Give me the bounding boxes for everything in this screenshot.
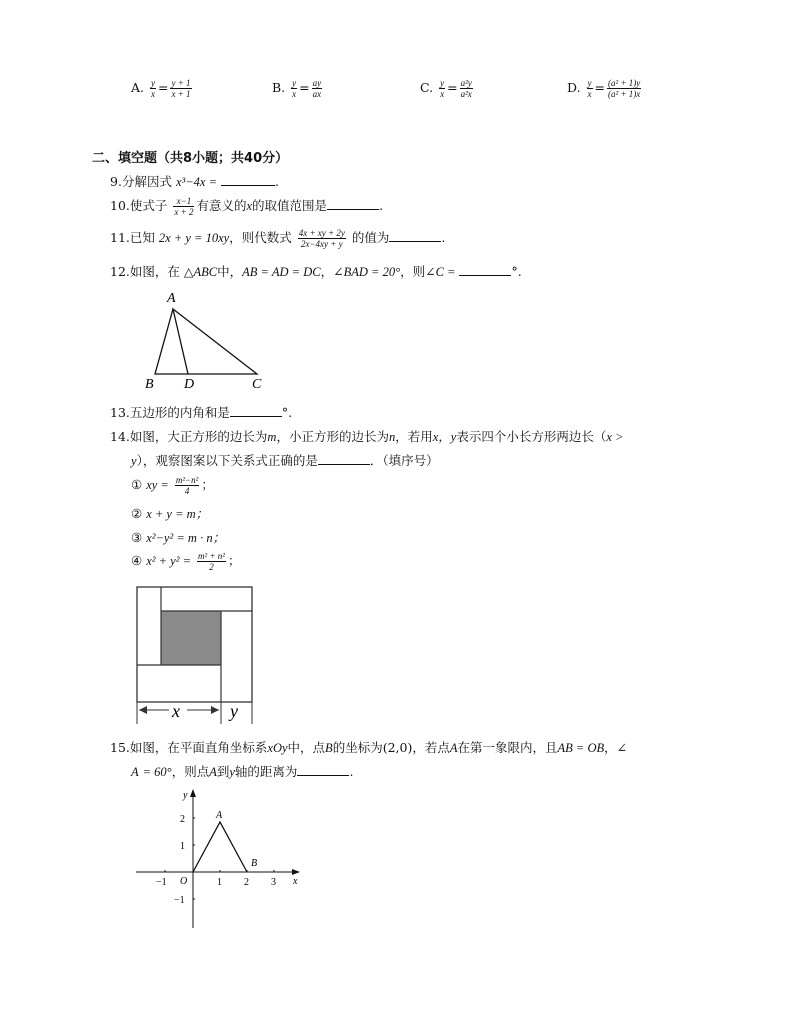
triangle-figure xyxy=(135,285,275,390)
question-10: 10.使式子 $\frac{x-1}{x + 2}$ 有意义的x的取值范围是 . xyxy=(110,196,384,217)
option-c: C. $\frac{y}{x}$ = $\frac{\text{a²y}}{\text{a²x}}$ xyxy=(420,78,472,99)
coordinate-figure xyxy=(134,784,306,932)
answer-blank[interactable] xyxy=(318,464,370,465)
y-axis-label: y xyxy=(183,790,188,801)
x-tick-2: 2 xyxy=(244,877,249,888)
answer-blank[interactable] xyxy=(297,775,349,776)
question-12: 12.如图，在 △ABC中，AB = AD = DC，∠BAD = 20°，则∠C = °. xyxy=(110,264,522,279)
point-b-label: B xyxy=(251,858,258,869)
answer-blank[interactable] xyxy=(221,185,275,186)
option-2: ② x + y = m； xyxy=(131,506,209,521)
answer-blank[interactable] xyxy=(230,416,282,417)
question-14-line2: y），观察图案以下关系式正确的是 ．（填序号） xyxy=(131,453,439,468)
option-4: ④ x² + y² = $\frac{\text{m² + n²}}{2}$ ； xyxy=(131,551,241,572)
option-a: A. $\frac{y}{x}$ = $\frac{y + 1}{x + 1}$ xyxy=(131,78,191,99)
question-14-line1: 14.如图，大正方形的边长为m，小正方形的边长为n，若用x，y表示四个小长方形两边长（x > xyxy=(110,429,624,444)
question-15-line1: 15.如图，在平面直角坐标系xOy中，点B的坐标为(2,0)，若点A在第一象限内，且AB = OB，∠ xyxy=(110,740,628,755)
vertex-c-label: C xyxy=(252,377,262,390)
y-tick-2: 2 xyxy=(180,814,185,825)
y-tick-neg1: −1 xyxy=(174,895,185,906)
option-b: B. $\frac{y}{x}$ = $\frac{ay}{ax}$ xyxy=(272,78,322,99)
x-tick-neg1: −1 xyxy=(156,877,167,888)
x-length-label: x xyxy=(172,701,180,721)
point-a-label: A xyxy=(216,810,223,821)
option-d: D. $\frac{y}{x}$ = $\frac{\text{(a² + 1)y}}{\text{(a² + 1)x}}$ xyxy=(567,78,641,99)
option-3: ③ x²−y² = m · n； xyxy=(131,530,226,545)
question-13: 13.五边形的内角和是 °. xyxy=(110,405,293,420)
x-tick-3: 3 xyxy=(271,877,276,888)
answer-blank[interactable] xyxy=(389,241,441,242)
answer-blank[interactable] xyxy=(327,209,379,210)
vertex-b-label: B xyxy=(145,377,154,390)
question-11: 11.已知 2x + y = 10xy，则代数式 $\frac{4x + xy + 2y}{2x-4xy + y}$ 的值为 . xyxy=(110,228,446,249)
section-title: 二、填空题（共8小题；共40分） xyxy=(92,151,289,166)
question-15-line2: A = 60°，则点A到y轴的距离为 . xyxy=(131,764,354,779)
answer-blank[interactable] xyxy=(459,275,511,276)
question-9: 9.分解因式 x³−4x = . xyxy=(110,174,279,189)
vertex-d-label: D xyxy=(184,377,195,390)
x-tick-1: 1 xyxy=(217,877,222,888)
y-tick-1: 1 xyxy=(180,841,185,852)
y-length-label: y xyxy=(230,701,238,721)
origin-label: O xyxy=(180,876,188,887)
vertex-a-label: A xyxy=(167,291,176,306)
option-1: ① xy = $\frac{\text{m²−n²}}{4}$ ； xyxy=(131,475,214,496)
x-axis-label: x xyxy=(293,876,298,887)
square-figure xyxy=(135,585,260,727)
